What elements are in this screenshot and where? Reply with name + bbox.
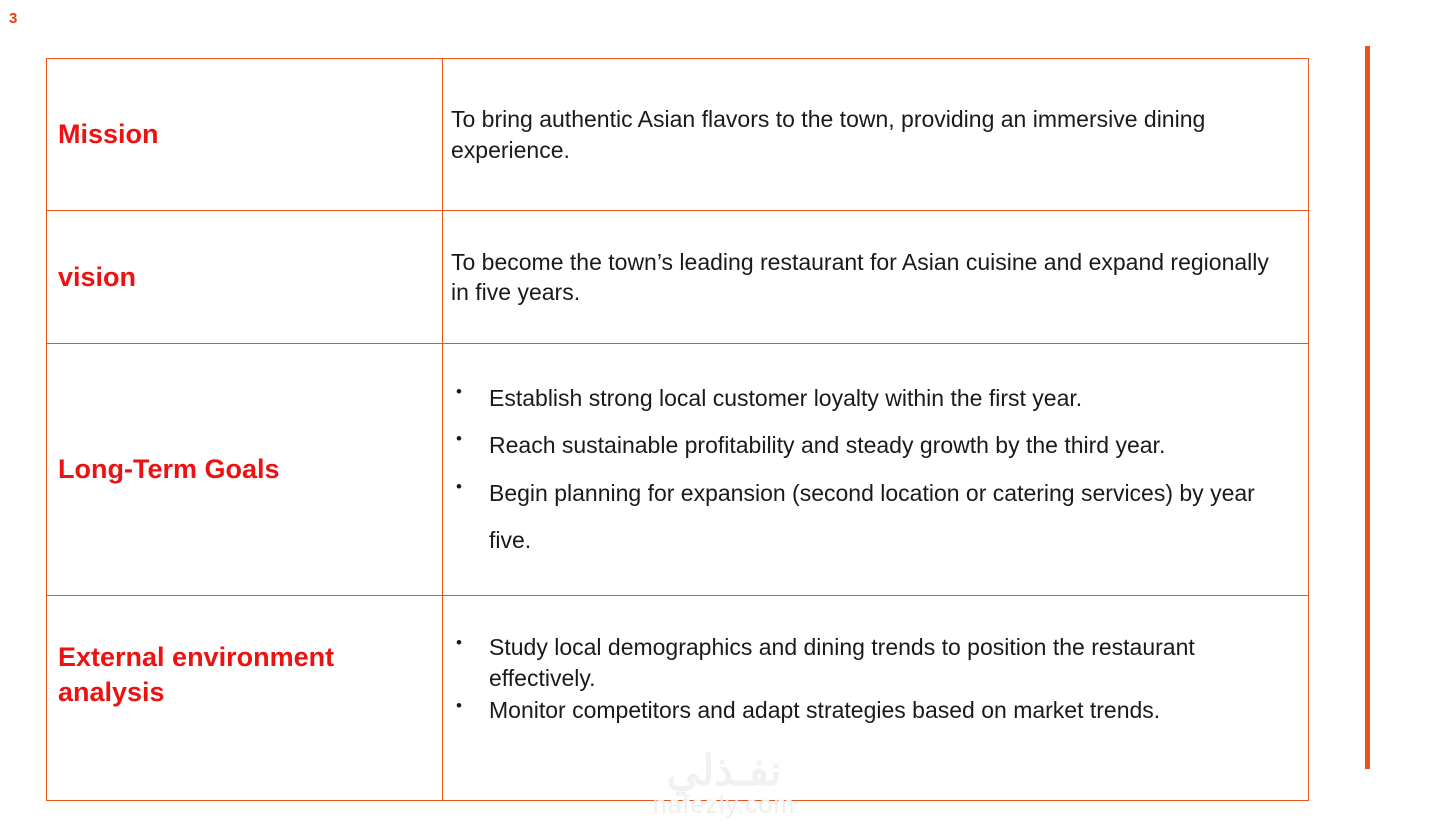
table-row (47, 596, 1308, 800)
bullet-list (451, 375, 1292, 564)
table-row (47, 344, 1308, 596)
row-label: vision (58, 261, 137, 292)
row-content-cell (443, 59, 1308, 210)
row-label-cell (47, 596, 443, 800)
row-content-cell (443, 211, 1308, 343)
table-row (47, 211, 1308, 344)
row-label-cell (47, 211, 443, 343)
row-label: Long-Term Goals (58, 454, 280, 485)
content-table (46, 58, 1309, 801)
watermark-arabic: نفـذلي (666, 746, 782, 794)
row-content-cell (443, 344, 1308, 595)
row-paragraph: To bring authentic Asian flavors to the town, providing an immersive dining experience. (451, 106, 1206, 163)
row-label-cell (47, 59, 443, 210)
row-content-cell (443, 596, 1308, 800)
list-item: • Study local demographics and dining trends to position the restaurant effectively. (451, 632, 1292, 693)
list-item: • Monitor competitors and adapt strategies based on market trends. (451, 695, 1292, 726)
watermark-latin: nafezly.com (652, 790, 796, 819)
row-label: Mission (58, 119, 159, 150)
row-label: External environment analysis (58, 642, 335, 707)
list-item: • Reach sustainable profitability and steady growth by the third year. (451, 422, 1292, 469)
row-label-cell (47, 344, 443, 595)
slide-number: 3 (9, 10, 18, 27)
list-item: • Begin planning for expansion (second location or catering services) by year five. (451, 470, 1292, 564)
row-paragraph: To become the town’s leading restaurant for Asian cuisine and expand regionally in five years. (451, 248, 1269, 305)
accent-bar (1365, 46, 1370, 769)
bullet-list (451, 632, 1292, 728)
table-row (47, 59, 1308, 211)
list-item: • Establish strong local customer loyalty within the first year. (451, 375, 1292, 422)
